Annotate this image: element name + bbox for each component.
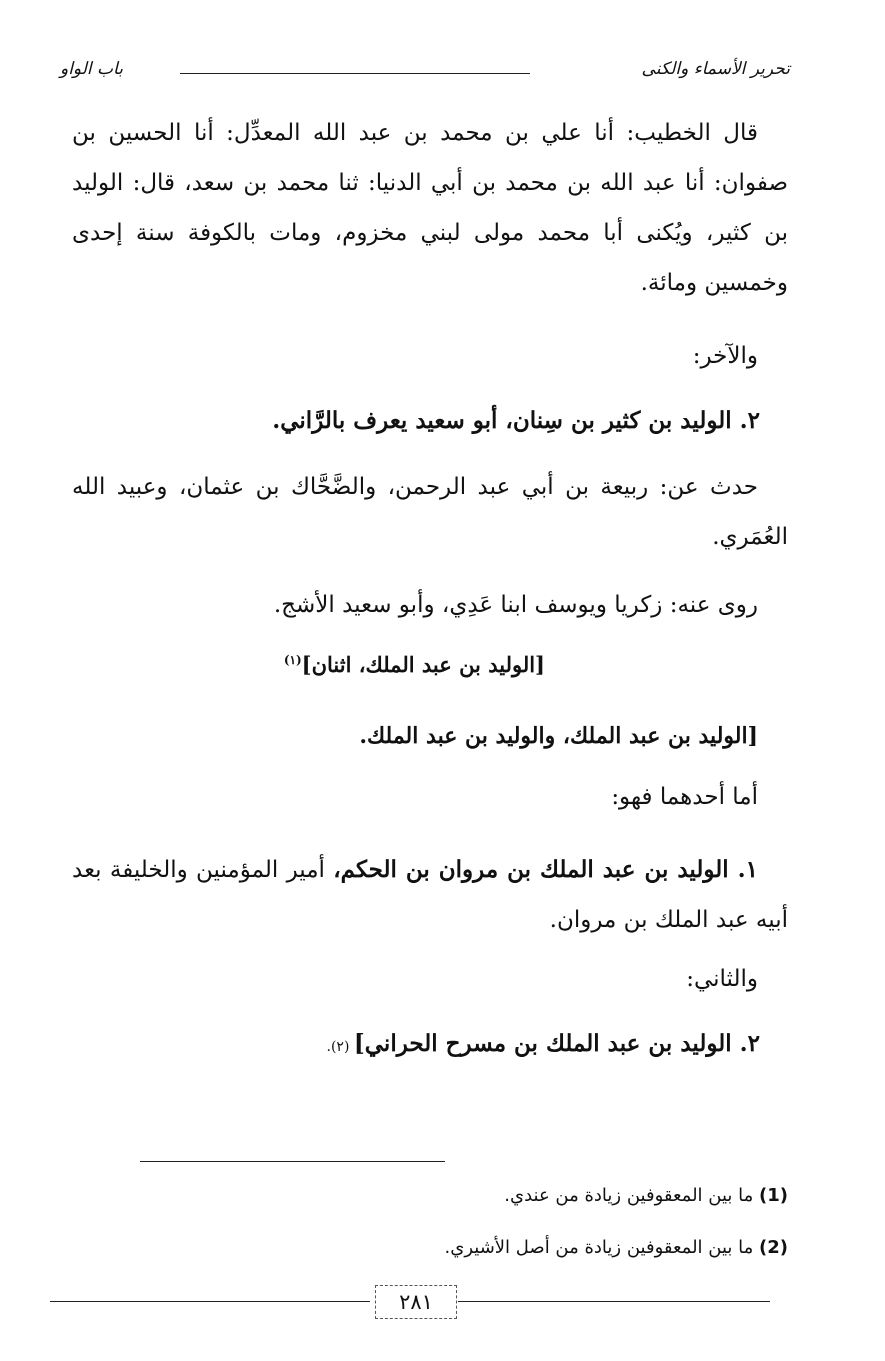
footnote-1-text: ما بين المعقوفين زيادة من عندي. xyxy=(504,1185,759,1206)
entry-walid-bin-abd-malik-caliph xyxy=(72,845,788,945)
header-rule xyxy=(180,73,530,74)
section-heading-text: [الوليد بن عبد الملك، اثنان] xyxy=(301,652,545,677)
paragraph-second-label: والثاني: xyxy=(686,966,758,992)
section-heading xyxy=(60,652,545,677)
entry-walid-harrani xyxy=(60,1030,760,1057)
running-header xyxy=(60,55,790,85)
paragraph-rawa-anhu: روى عنه: زكريا ويوسف ابنا عَدِي، وأبو سعيد الأشج. xyxy=(273,592,758,618)
footnote-ref-2: (٢). xyxy=(326,1039,354,1055)
page-number: ٢٨١ xyxy=(375,1285,457,1319)
entry-walid-caliph-desc: أمير المؤمنين والخليفة بعد أبيه عبد الملك بن مروان. xyxy=(72,857,788,933)
paragraph-khatib: قال الخطيب: أنا علي بن محمد بن عبد الله المعدِّل: أنا الحسين بن صفوان: أنا عبد الله بن محمد بن أبي الدنيا: ثنا محمد بن سعد، قال: الوليد بن كثير، ويُكنى أبا محمد مولى لبني مخزوم، ومات بالكوفة سنة إحدى وخمسين ومائة. xyxy=(72,120,788,296)
footnote-2-number: (2) xyxy=(759,1237,788,1258)
chapter-title: باب الواو xyxy=(60,59,123,79)
paragraph-first-label: أما أحدهما فهو: xyxy=(611,784,758,810)
book-title: تحرير الأسماء والكنى xyxy=(641,59,790,79)
entry-walid-bin-kathir: ٢. الوليد بن كثير بن سِنان، أبو سعيد يعرف بالرَّاني. xyxy=(272,407,760,434)
footnote-separator xyxy=(140,1161,445,1162)
footnote-2 xyxy=(445,1237,788,1258)
footnote-1 xyxy=(504,1185,788,1206)
footer-rule-right xyxy=(458,1301,770,1302)
footer-rule-left xyxy=(50,1301,370,1302)
entry-walid-harrani-name: ٢. الوليد بن عبد الملك بن مسرح الحراني] xyxy=(353,1030,760,1057)
footnote-2-text: ما بين المعقوفين زيادة من أصل الأشيري. xyxy=(444,1237,759,1258)
entry-two-walids: [الوليد بن عبد الملك، والوليد بن عبد الملك. xyxy=(359,723,758,749)
paragraph-other-label: والآخر: xyxy=(692,343,758,369)
footnote-ref-1: (١) xyxy=(283,653,302,667)
paragraph-haddatha-an: حدث عن: ربيعة بن أبي عبد الرحمن، والضَّحَّاك بن عثمان، وعبيد الله العُمَري. xyxy=(72,474,788,550)
footnote-1-number: (1) xyxy=(759,1185,788,1206)
entry-walid-caliph-name: ١. الوليد بن عبد الملك بن مروان بن الحكم، xyxy=(333,856,758,883)
